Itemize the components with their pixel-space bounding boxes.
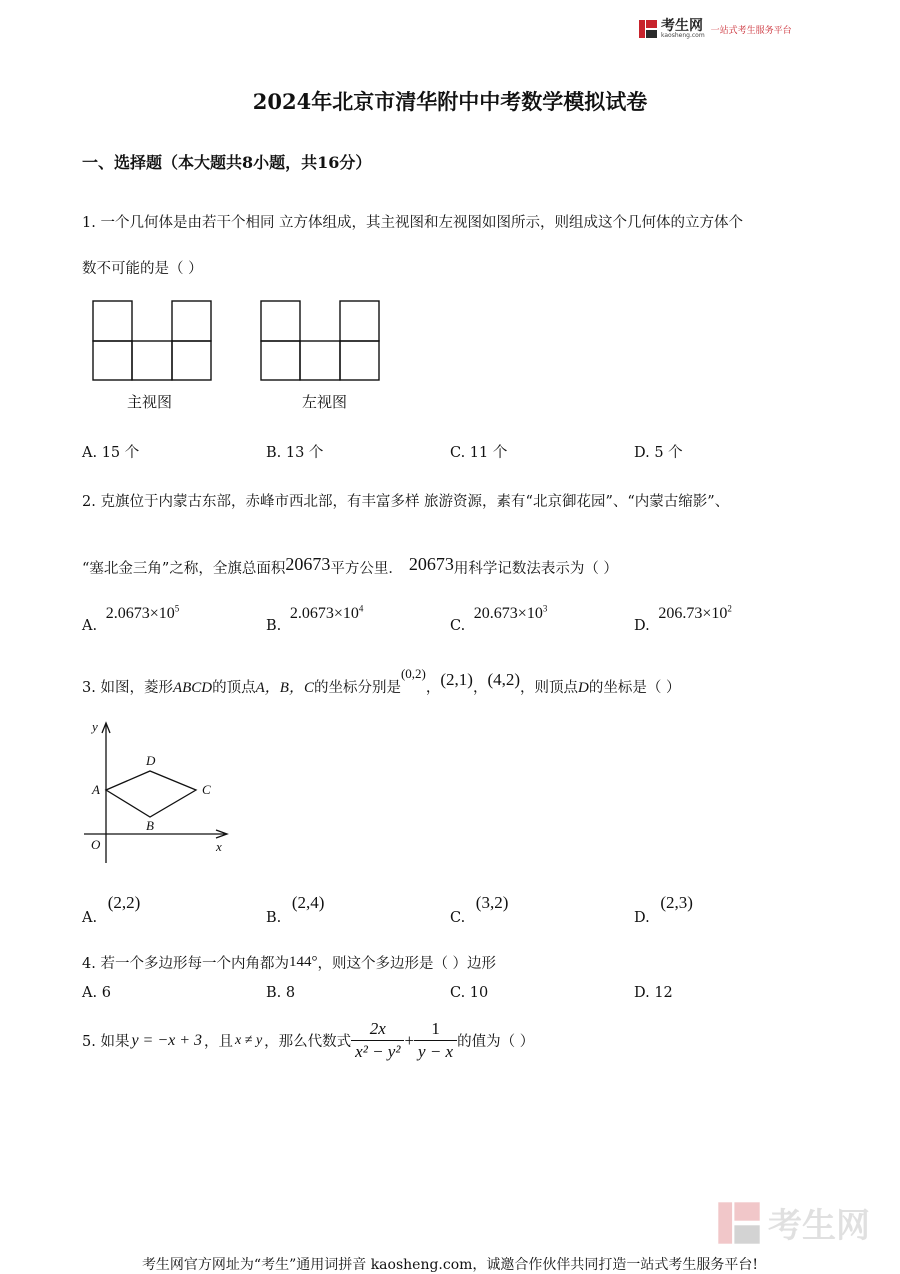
point-c-label: C xyxy=(202,782,211,797)
point-b-label: B xyxy=(146,818,154,833)
front-view-figure xyxy=(92,300,214,382)
left-view-figure xyxy=(260,300,382,382)
x-axis-label: x xyxy=(216,839,222,854)
q3-stem: 3. 如图，菱形ABCD的顶点A，B，C的坐标分别是(0,2)，(2,1)，(4,2)，则顶点D的坐标是（ ） xyxy=(82,666,681,696)
kaosheng-logo-icon xyxy=(638,19,658,39)
page-title: 2024年北京市清华附中中考数学模拟试卷 xyxy=(252,89,648,114)
q2-option-d[interactable]: D. $206.73\times 10^2$ xyxy=(634,604,732,635)
y-axis-label: y xyxy=(92,719,98,734)
q2-option-a[interactable]: A. $2.0673\times 10^5$ xyxy=(82,604,180,635)
q1-option-a[interactable]: A. 15 个 xyxy=(82,445,140,461)
brand-slogan: 一站式考生服务平台 xyxy=(710,25,792,36)
q2-option-b[interactable]: B. $2.0673\times 10^4$ xyxy=(266,604,364,635)
watermark: 考生网 xyxy=(716,1198,870,1247)
q5-stem: 5. 如果 y = −x + 3 ，且 x ≠ y ，那么代数式 $\frac{2x}{\text{x² − y²}}$ + $\frac{1}{y - x}$ 的值为（ ） xyxy=(82,1019,535,1061)
q2-line1: 2. 克旗位于内蒙古东部，赤峰市西北部，有丰富多样 旅游资源，素有“北京御花园”、“内蒙古缩影”、 xyxy=(82,494,730,510)
point-a-label: A xyxy=(92,782,100,797)
q4-option-c[interactable]: C. 10 xyxy=(450,985,489,1001)
q3-option-b[interactable]: B. (2,4) xyxy=(266,893,325,926)
q4-option-a[interactable]: A. 6 xyxy=(82,985,111,1001)
q3-option-d[interactable]: D. (2,3) xyxy=(634,893,693,926)
q4-option-d[interactable]: D. 12 xyxy=(634,985,673,1001)
fraction-1: $\frac{2x}{\text{x² − y²}}$ xyxy=(351,1018,404,1063)
q4-option-b[interactable]: B. 8 xyxy=(266,985,296,1001)
rhombus-coordinate-figure xyxy=(82,715,232,865)
watermark-logo-icon xyxy=(716,1200,762,1246)
q1-option-c[interactable]: C. 11 个 xyxy=(450,445,508,461)
q3-option-a[interactable]: A. (2,2) xyxy=(82,893,141,926)
fraction-2: $\frac{1}{y - x}$ xyxy=(414,1018,457,1063)
q1-line1: 1. 一个几何体是由若干个相同 立方体组成，其主视图和左视图如图所示，则组成这个几何体的立方体个 xyxy=(82,215,744,231)
q1-option-b[interactable]: B. 13 个 xyxy=(266,445,324,461)
q2-option-c[interactable]: C. $20.673\times 10^3$ xyxy=(450,604,548,635)
left-view-label: 左视图 xyxy=(302,393,348,411)
brand-domain: kaosheng.com xyxy=(661,31,705,39)
q1-line2: 数不可能的是（ ） xyxy=(82,261,203,277)
q1-option-d[interactable]: D. 5 个 xyxy=(634,445,683,461)
brand-name: 考生网 xyxy=(661,17,703,34)
point-d-label: D xyxy=(146,753,156,768)
front-view-label: 主视图 xyxy=(127,393,173,411)
origin-label: O xyxy=(91,837,101,852)
q4-stem: 4. 若一个多边形每一个内角都为144°，则这个多边形是（ ）边形 xyxy=(82,954,497,972)
section-heading: 一、选择题（本大题共8小题，共16分） xyxy=(82,153,372,172)
brand-header xyxy=(638,18,792,40)
q3-option-c[interactable]: C. (3,2) xyxy=(450,893,509,926)
q2-line2: “塞北金三角”之称，全旗总面积20673平方公里． 20673用科学记数法表示为（ ） xyxy=(82,554,618,577)
footer-note: 考生网官方网址为“考生”通用词拼音 kaosheng.com，诚邀合作伙伴共同打造一站式考生服务平台! xyxy=(141,1257,759,1273)
